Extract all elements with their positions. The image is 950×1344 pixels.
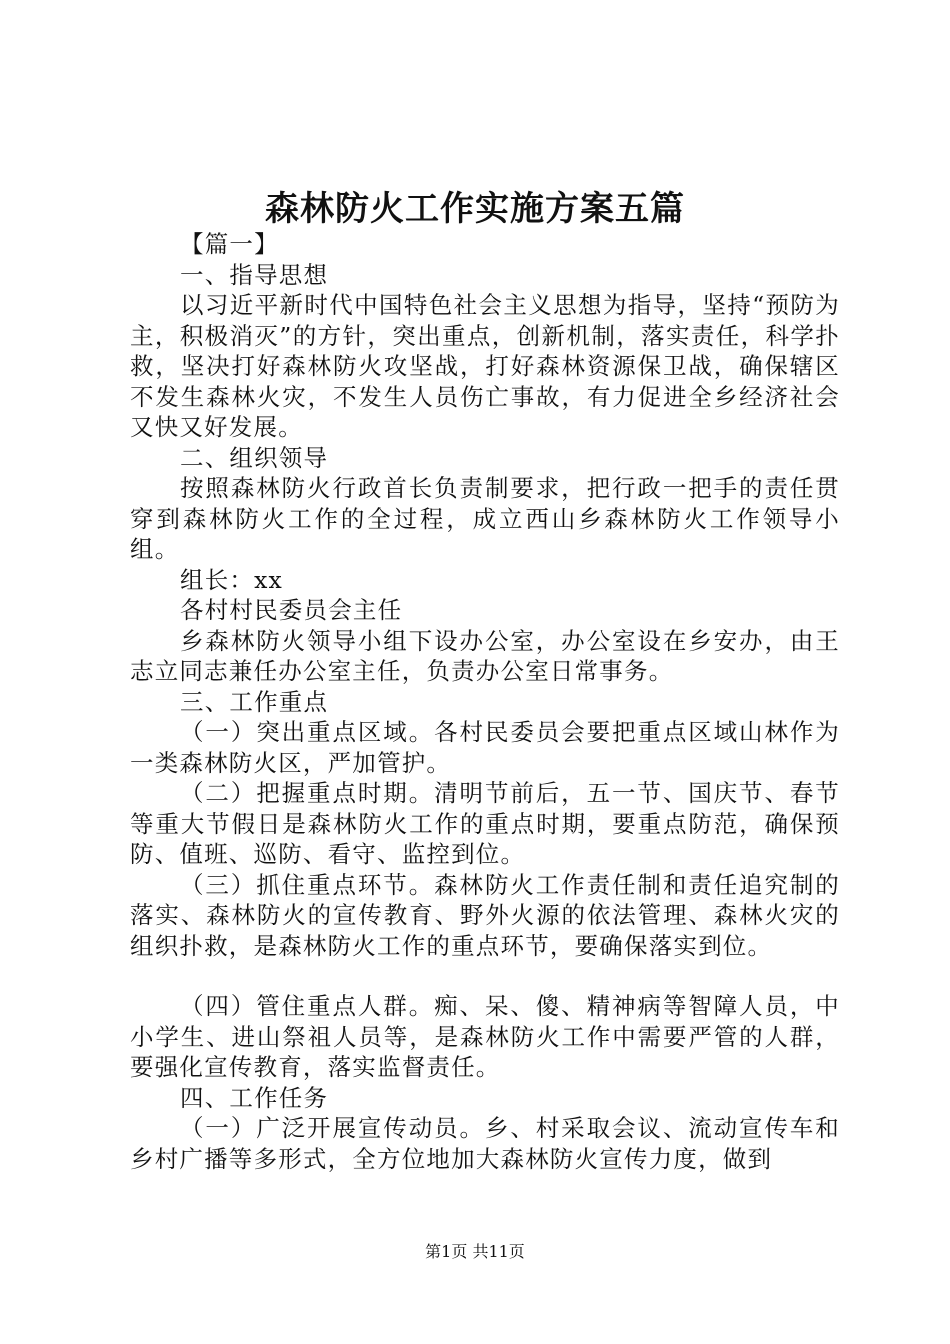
body-paragraph: （二）把握重点时期。清明节前后，五一节、国庆节、春节等重大节假日是森林防火工作的重点时期，要重点防范，确保预防、值班、巡防、看守、监控到位。 (130, 779, 840, 868)
body-paragraph: （三）抓住重点环节。森林防火工作责任制和责任追究制的落实、森林防火的宣传教育、野外火源的依法管理、森林火灾的组织扑救，是森林防火工作的重点环节，要确保落实到位。 (130, 870, 840, 960)
body-paragraph: 组长：xx (180, 565, 284, 594)
section-marker: 【篇一】 (180, 230, 279, 258)
body-paragraph: 各村村民委员会主任 (180, 596, 403, 624)
body-paragraph: 按照森林防火行政首长负责制要求，把行政一把手的责任贯穿到森林防火工作的全过程，成立西山乡森林防火工作领导小组。 (130, 474, 840, 563)
document-body (130, 229, 840, 1174)
body-paragraph: （一）广泛开展宣传动员。乡、村采取会议、流动宣传车和乡村广播等多形式，全方位地加大森林防火宣传力度，做到 (130, 1114, 840, 1173)
body-paragraph: （四）管住重点人群。痴、呆、傻、精神病等智障人员，中小学生、进山祭祖人员等，是森林防火工作中需要严管的人群，要强化宣传教育，落实监督责任。 (130, 992, 840, 1081)
body-paragraph: 乡森林防火领导小组下设办公室，办公室设在乡安办，由王志立同志兼任办公室主任，负责办公室日常事务。 (130, 626, 840, 685)
page-footer: 第1页 共11页 (425, 1242, 525, 1261)
body-paragraph: 以习近平新时代中国特色社会主义思想为指导，坚持“预防为主，积极消灭”的方针，突出重点，创新机制，落实责任，科学扑救，坚决打好森林防火攻坚战，打好森林资源保卫战，确保辖区不发生森林火灾，不发生人员伤亡事故，有力促进全乡经济社会又快又好发展。 (130, 291, 840, 441)
section-heading: 四、工作任务 (180, 1083, 329, 1112)
document-title: 森林防火工作实施方案五篇 (265, 189, 685, 229)
section-heading: 三、工作重点 (180, 687, 329, 716)
section-heading: 二、组织领导 (180, 443, 329, 472)
section-heading: 一、指导思想 (180, 260, 329, 289)
body-paragraph: （一）突出重点区域。各村民委员会要把重点区域山林作为一类森林防火区，严加管护。 (130, 718, 840, 777)
